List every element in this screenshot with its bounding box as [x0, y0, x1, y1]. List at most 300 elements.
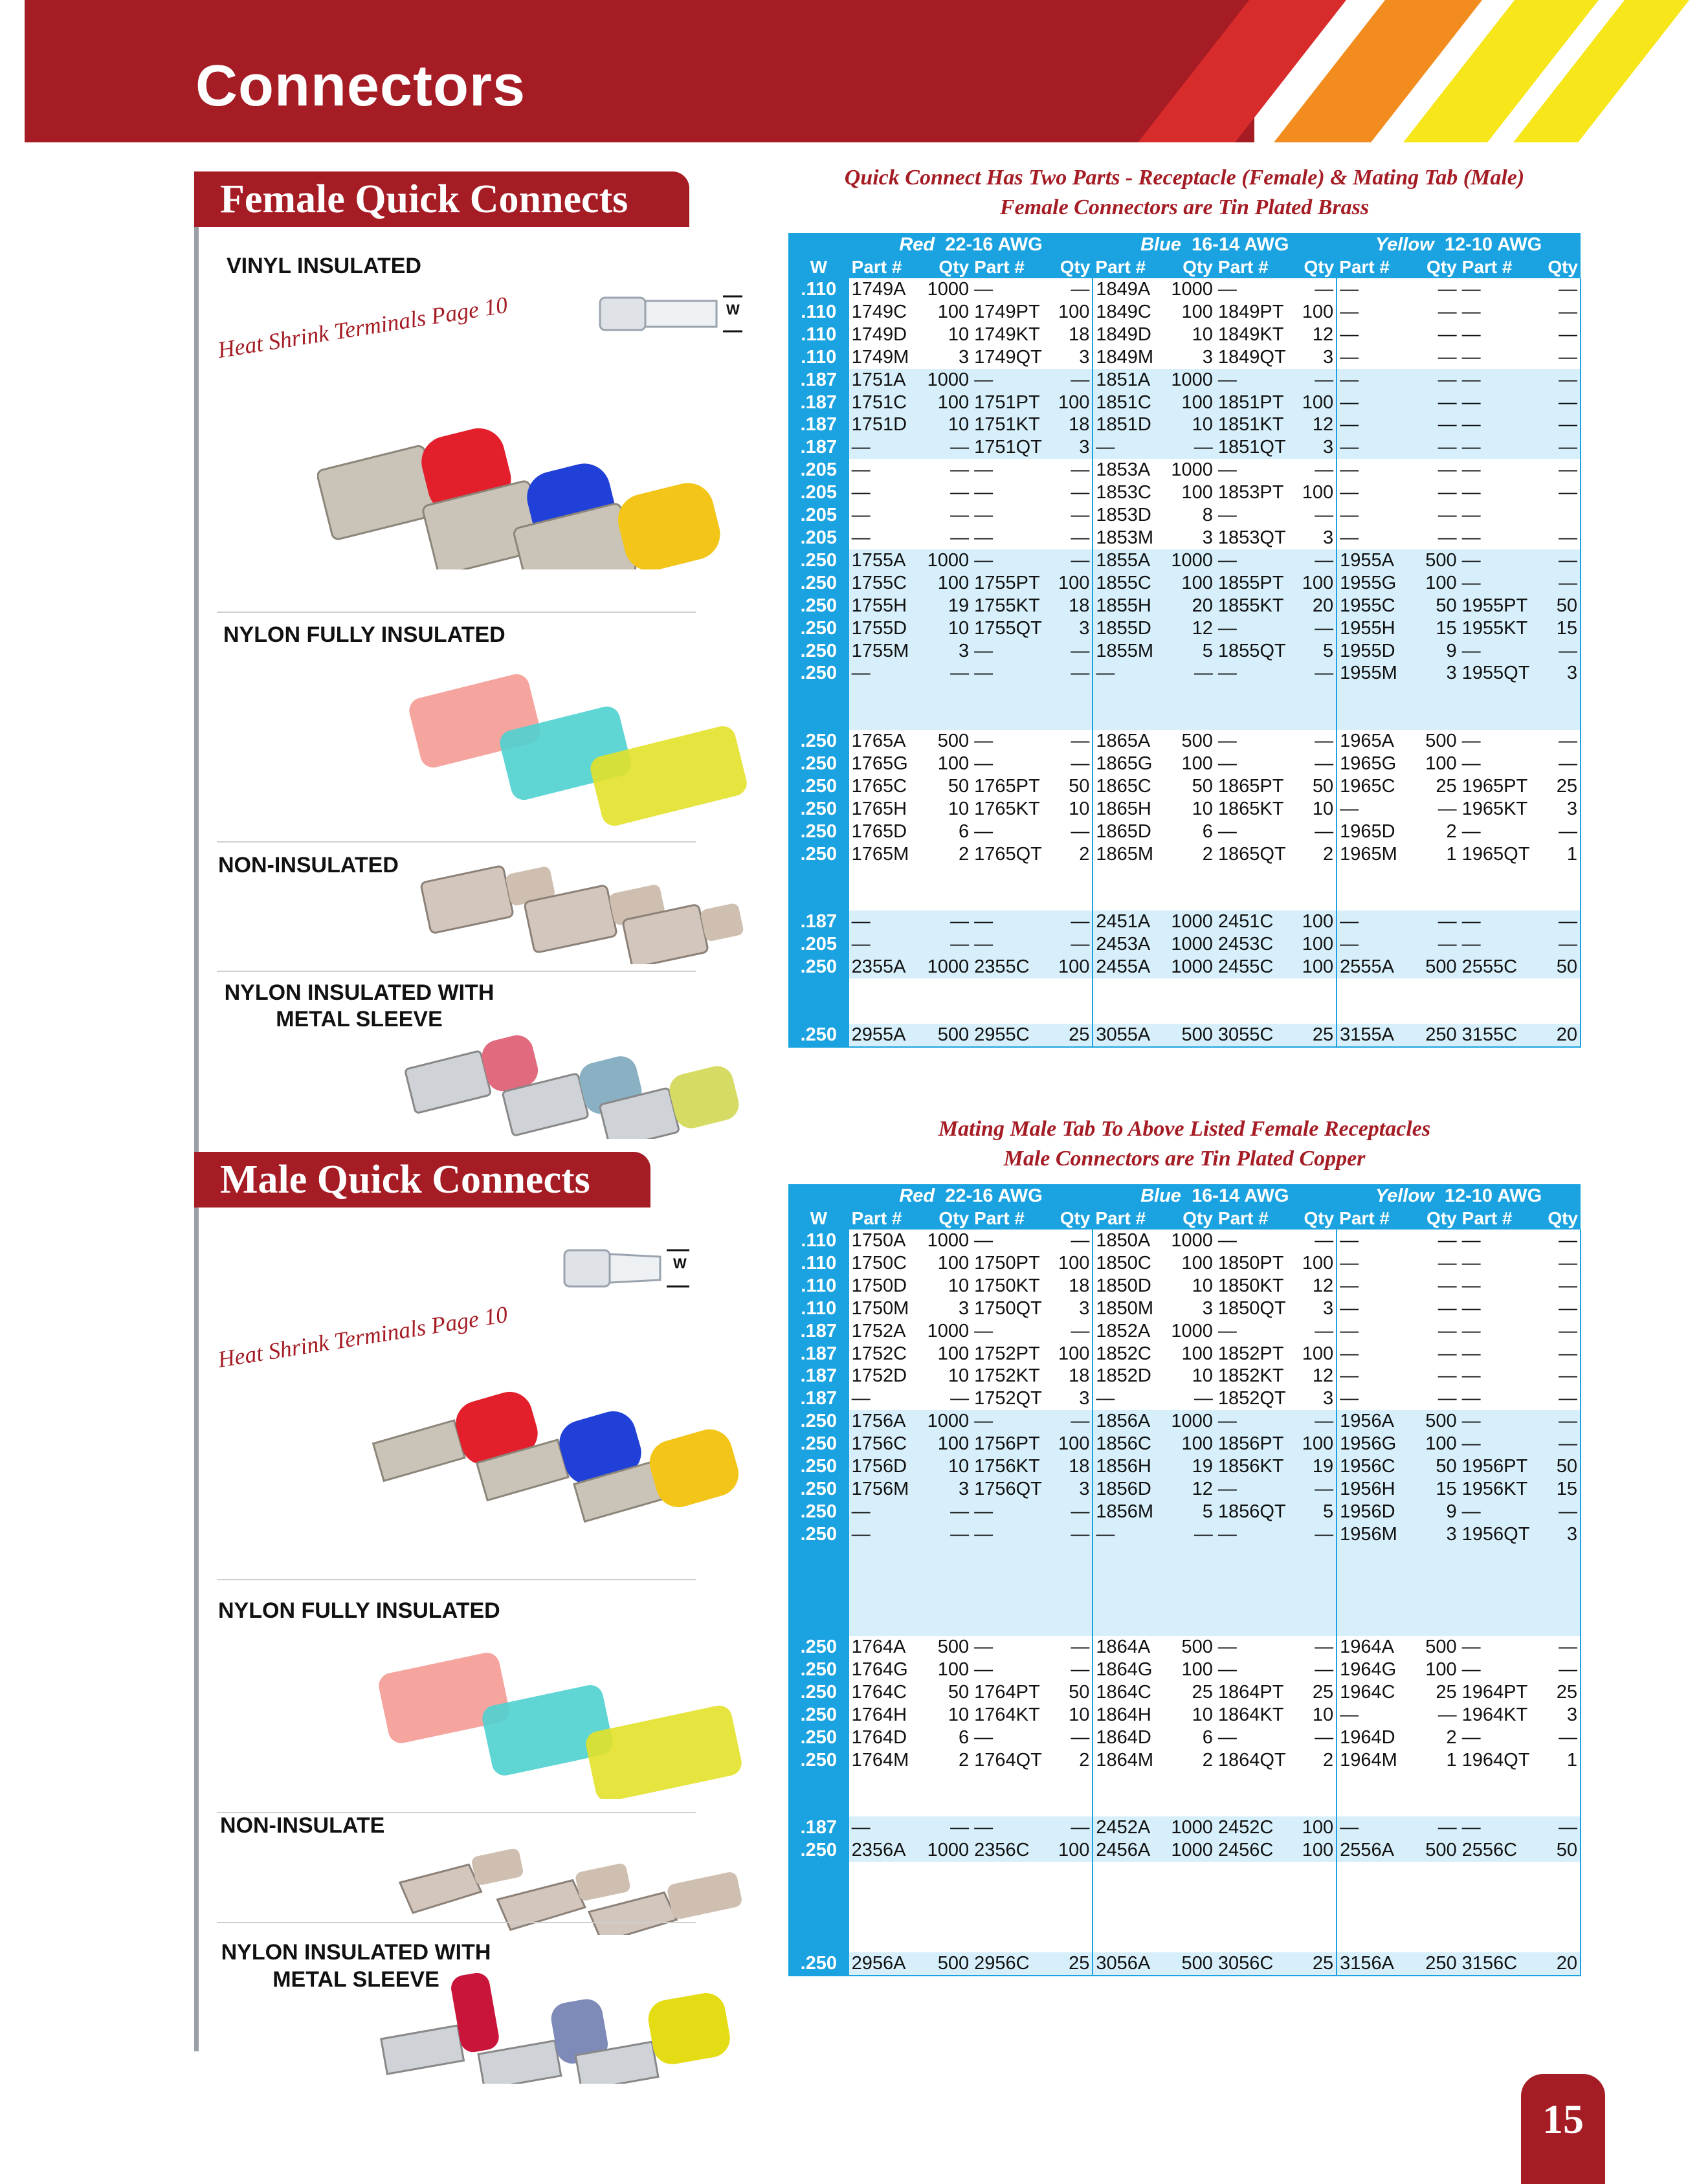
qty-cell: 100	[1296, 392, 1337, 414]
width-cell: .110	[788, 1252, 849, 1275]
qty-cell: —	[1315, 753, 1334, 774]
table-row	[788, 1410, 1581, 1433]
qty-cell: 100	[1052, 572, 1093, 595]
qty-cell: —	[1315, 731, 1334, 752]
qty-cell: 20	[1540, 1952, 1581, 1976]
part-number-cell: 1855C	[1093, 572, 1168, 595]
female-w-mark: W	[726, 302, 740, 318]
part-number-cell: —	[1337, 324, 1412, 346]
width-cell: .250	[788, 1433, 849, 1455]
female-red-group: Red 22-16 AWG	[849, 233, 1093, 256]
part-number-cell: 1852PT	[1217, 1343, 1284, 1364]
qty-cell: 18	[1069, 1275, 1090, 1296]
part-number-cell: —	[1217, 279, 1237, 300]
part-number-cell	[1093, 866, 1168, 888]
part-number-cell	[972, 1569, 1052, 1591]
qty-cell: 3	[1052, 1478, 1093, 1501]
part-number-cell: 1765G	[851, 753, 908, 774]
part-number-cell: 1755QT	[972, 617, 1052, 640]
qty-cell: 6	[1202, 821, 1213, 842]
qty-cell	[1052, 1907, 1093, 1930]
table-row	[788, 707, 1581, 730]
width-cell: .110	[788, 301, 849, 324]
part-number-cell	[1337, 707, 1412, 730]
female-sep-1	[217, 612, 696, 613]
part-number-cell	[972, 1001, 1052, 1024]
qty-cell: —	[1296, 369, 1337, 392]
part-number-cell: 1756D	[849, 1455, 924, 1478]
qty-cell	[1540, 1862, 1581, 1884]
qty-cell: 15	[1412, 617, 1460, 640]
qty-cell	[1168, 1772, 1216, 1794]
qty-cell	[1412, 1613, 1460, 1636]
qty-cell: —	[1071, 1230, 1090, 1251]
qty-cell: 1000	[1168, 933, 1216, 956]
part-number-cell: —	[974, 279, 994, 300]
part-number-cell: 3055C	[1216, 1024, 1296, 1047]
table-row	[788, 1252, 1581, 1275]
width-cell: .110	[788, 278, 849, 301]
male-w-mark: W	[673, 1255, 687, 1272]
part-number-cell	[1093, 1862, 1168, 1884]
qty-cell: 100	[1302, 1343, 1334, 1364]
female-note-2: Female Connectors are Tin Plated Brass	[999, 195, 1370, 219]
width-cell: .250	[788, 1501, 849, 1523]
qty-cell: 50	[1540, 1839, 1581, 1862]
qty-cell: 1000	[924, 1410, 972, 1433]
qty-cell: —	[1315, 505, 1334, 526]
part-number-cell: 1864M	[1093, 1749, 1168, 1772]
part-number-cell: —	[1217, 459, 1237, 481]
qty-cell: 10	[948, 324, 970, 345]
table-row	[788, 1816, 1581, 1839]
qty-cell: 10	[1192, 1365, 1213, 1387]
qty-cell	[1052, 1591, 1093, 1613]
qty-cell: 100	[1181, 482, 1213, 503]
qty-cell	[1412, 1884, 1460, 1907]
part-number-cell: 1849D	[1093, 324, 1168, 346]
qty-cell: 10	[1168, 414, 1216, 436]
qty-cell: 3	[1052, 617, 1093, 640]
part-number-cell: —	[1337, 346, 1412, 369]
part-number-cell: —	[972, 910, 1052, 933]
width-cell: .250	[788, 1523, 849, 1546]
qty-cell: 100	[1168, 392, 1216, 414]
table-row	[788, 1636, 1581, 1659]
qty-cell: 1000	[1168, 369, 1216, 392]
qty-cell: —	[1540, 1387, 1581, 1410]
qty-cell: —	[1071, 1659, 1090, 1681]
part-number-cell: —	[1337, 1816, 1412, 1839]
qty-cell: 100	[924, 392, 972, 414]
part-number-cell: —	[1337, 527, 1412, 549]
female-blue-group: Blue 16-14 AWG	[1093, 233, 1337, 256]
width-cell: .205	[788, 527, 849, 549]
qty-cell	[1540, 1794, 1581, 1817]
part-number-cell	[972, 685, 1052, 707]
part-number-cell	[849, 1884, 924, 1907]
qty-cell: —	[1438, 482, 1457, 503]
qty-cell: 10	[1192, 324, 1213, 345]
part-number-cell: 1850A	[1093, 1230, 1168, 1252]
qty-cell	[1412, 1001, 1460, 1024]
part-number-cell: —	[1337, 1704, 1412, 1726]
qty-cell: 25	[1436, 775, 1457, 797]
part-number-cell: 1765D	[851, 821, 907, 842]
part-number-cell: 1855PT	[1216, 572, 1296, 595]
part-number-cell: 1964PT	[1461, 1682, 1528, 1703]
female-sep-3	[217, 971, 696, 972]
qty-cell	[1412, 1546, 1460, 1569]
part-number-cell	[849, 685, 924, 707]
qty-cell	[1412, 866, 1460, 888]
width-cell: .250	[788, 821, 849, 843]
part-number-cell: 2453C	[1216, 933, 1296, 956]
width-cell: .250	[788, 753, 849, 775]
vinyl-female-connectors-image	[317, 395, 738, 569]
part-number-cell	[972, 707, 1052, 730]
qty-cell: 1000	[1168, 549, 1216, 572]
part-number-cell: 1755PT	[972, 572, 1052, 595]
qty-cell: 5	[1168, 1501, 1216, 1523]
qty-cell: 10	[948, 1704, 970, 1725]
part-number-cell: —	[851, 1388, 871, 1409]
qty-cell: —	[1540, 549, 1581, 572]
qty-cell	[1540, 504, 1581, 527]
width-cell: .250	[788, 1478, 849, 1501]
part-number-cell: 1856M	[1093, 1501, 1168, 1523]
qty-cell: 100	[1296, 1433, 1337, 1455]
qty-cell: 500	[924, 1952, 972, 1976]
part-number-cell: 1853QT	[1217, 527, 1286, 548]
qty-cell: 20	[1540, 1024, 1581, 1047]
table-row	[788, 1230, 1581, 1252]
qty-cell: 100	[937, 1343, 970, 1364]
qty-cell: 3	[1323, 527, 1334, 548]
width-cell: .187	[788, 910, 849, 933]
qty-cell: —	[1296, 1523, 1337, 1546]
part-number-cell: —	[1461, 346, 1481, 368]
part-number-cell: 1955D	[1337, 640, 1412, 663]
part-number-cell: 1964D	[1337, 1726, 1412, 1749]
part-number-cell: 1765H	[851, 798, 907, 819]
part-number-cell	[1337, 685, 1412, 707]
part-number-cell	[1216, 1907, 1296, 1930]
part-number-cell: 2451C	[1216, 910, 1296, 933]
width-cell: .250	[788, 1839, 849, 1862]
table-row	[788, 956, 1581, 978]
qty-cell	[1168, 1569, 1216, 1591]
width-cell	[788, 866, 849, 888]
table-row	[788, 662, 1581, 685]
width-cell: .110	[788, 324, 849, 346]
qty-cell	[1052, 978, 1093, 1001]
table-row	[788, 301, 1581, 324]
qty-cell	[1052, 1546, 1093, 1569]
part-number-cell: —	[972, 369, 1052, 392]
qty-cell: 18	[1052, 414, 1093, 436]
part-number-cell	[1337, 888, 1412, 910]
part-number-cell	[1460, 1794, 1540, 1817]
qty-cell: 100	[1296, 933, 1337, 956]
part-number-cell: 1752A	[851, 1320, 906, 1341]
part-number-cell: 1856D	[1093, 1478, 1168, 1501]
female-yellow-group: Yellow 12-10 AWG	[1337, 233, 1581, 256]
qty-cell	[924, 685, 972, 707]
part-number-cell: —	[1217, 505, 1237, 526]
width-cell: .250	[788, 956, 849, 978]
qty-cell: —	[1296, 662, 1337, 685]
part-number-cell: 1849C	[1093, 301, 1168, 324]
qty-cell: —	[1540, 481, 1581, 504]
qty-cell	[924, 1930, 972, 1952]
qty-cell: —	[1540, 821, 1581, 843]
qty-cell	[1052, 685, 1093, 707]
qty-cell: 1000	[1168, 956, 1216, 978]
part-number-cell: 1856C	[1093, 1433, 1168, 1455]
qty-cell: 100	[1296, 910, 1337, 933]
width-cell: .110	[788, 1230, 849, 1252]
qty-cell: 5	[1168, 640, 1216, 663]
qty-cell	[1168, 1794, 1216, 1817]
part-number-cell: 2355C	[972, 956, 1052, 978]
qty-cell: —	[1438, 1252, 1457, 1274]
qty-cell	[924, 1794, 972, 1817]
part-number-cell: 1856KT	[1216, 1455, 1296, 1478]
part-number-cell: —	[1461, 482, 1481, 503]
qty-cell: —	[1315, 1637, 1334, 1658]
part-number-cell	[1216, 1591, 1296, 1613]
qty-cell: 10	[924, 617, 972, 640]
qty-cell: 9	[1412, 640, 1460, 663]
width-cell: .110	[788, 346, 849, 369]
part-number-cell: 1851KT	[1216, 414, 1296, 436]
qty-cell	[924, 1862, 972, 1884]
part-number-cell: 1749KT	[974, 324, 1040, 345]
width-cell: .187	[788, 369, 849, 392]
part-number-cell: —	[1217, 731, 1237, 752]
part-number-cell: 1764H	[851, 1704, 907, 1725]
part-number-cell	[1216, 707, 1296, 730]
qty-cell: 500	[924, 1024, 972, 1047]
part-number-cell: 1764KT	[974, 1704, 1040, 1725]
qty-cell: 100	[937, 1252, 970, 1274]
qty-cell	[1168, 1591, 1216, 1613]
table-row	[788, 1659, 1581, 1681]
part-number-cell: 1856A	[1093, 1410, 1168, 1433]
part-number-cell: 2955C	[972, 1024, 1052, 1047]
part-number-cell: 1853C	[1093, 481, 1168, 504]
part-number-cell: —	[974, 1637, 994, 1658]
part-number-cell	[849, 1546, 924, 1569]
part-number-cell: —	[1461, 1320, 1481, 1341]
qty-cell: —	[1052, 1816, 1093, 1839]
part-number-cell	[972, 1884, 1052, 1907]
part-number-cell: —	[972, 640, 1052, 663]
part-number-cell: 3056C	[1216, 1952, 1296, 1976]
qty-cell: —	[1052, 1523, 1093, 1546]
qty-cell: —	[1315, 1230, 1334, 1251]
part-number-cell: 1956PT	[1460, 1455, 1540, 1478]
part-number-cell: —	[972, 549, 1052, 572]
cat-nylon-fully-insulated-male: NYLON FULLY INSULATED	[218, 1598, 500, 1623]
part-number-cell: 1750M	[851, 1297, 909, 1319]
part-number-cell: 1865C	[1093, 775, 1168, 798]
part-number-cell: —	[849, 436, 924, 459]
width-cell: .187	[788, 1816, 849, 1839]
qty-cell: —	[1438, 459, 1457, 481]
part-number-cell	[849, 1569, 924, 1591]
part-number-cell: 1956KT	[1460, 1478, 1540, 1501]
qty-cell: 5	[1296, 1501, 1337, 1523]
table-row	[788, 978, 1581, 1001]
qty-cell: 500	[937, 1637, 970, 1658]
part-number-cell	[849, 866, 924, 888]
part-number-cell	[1460, 1001, 1540, 1024]
table-row	[788, 843, 1581, 866]
qty-cell: 10	[948, 798, 970, 819]
part-number-cell: 1764G	[851, 1659, 908, 1681]
qty-cell: 3	[1202, 346, 1213, 368]
qty-cell: 1000	[1168, 910, 1216, 933]
qty-cell: 12	[1296, 414, 1337, 436]
qty-cell: 100	[1181, 1343, 1213, 1364]
part-number-cell: 1751KT	[972, 414, 1052, 436]
qty-cell: —	[1540, 1636, 1581, 1659]
qty-cell: 1000	[1168, 1816, 1216, 1839]
nylon-sleeve-female-connectors-image	[401, 997, 751, 1139]
part-number-cell: —	[1461, 1230, 1481, 1251]
qty-cell	[924, 707, 972, 730]
part-number-cell	[1337, 1001, 1412, 1024]
qty-cell: —	[1071, 1320, 1090, 1341]
part-number-cell: 1752D	[851, 1365, 907, 1387]
width-cell: .250	[788, 1726, 849, 1749]
qty-cell	[1052, 1794, 1093, 1817]
part-number-cell: 2555C	[1460, 956, 1540, 978]
qty-cell	[1296, 888, 1337, 910]
part-number-cell: —	[1461, 527, 1481, 548]
part-number-cell: —	[1460, 392, 1540, 414]
part-number-cell: —	[1460, 369, 1540, 392]
table-row	[788, 1523, 1581, 1546]
qty-cell: —	[1052, 640, 1093, 663]
part-number-cell: 2955A	[849, 1024, 924, 1047]
part-number-cell: —	[1216, 1478, 1296, 1501]
qty-cell	[1412, 1862, 1460, 1884]
qty-cell: 3	[1202, 1297, 1213, 1319]
part-number-cell: —	[1461, 324, 1481, 345]
qty-cell: —	[1071, 482, 1090, 503]
width-cell: .205	[788, 933, 849, 956]
part-number-cell: 1849PT	[1217, 301, 1284, 322]
qty-cell	[924, 1772, 972, 1794]
qty-cell	[1296, 1907, 1337, 1930]
qty-cell: —	[1540, 414, 1581, 436]
part-number-cell: —	[972, 1816, 1052, 1839]
part-number-cell: —	[1461, 753, 1481, 774]
width-cell	[788, 1794, 849, 1817]
qty-cell: 19	[1168, 1455, 1216, 1478]
qty-cell: —	[1540, 1275, 1581, 1297]
qty-cell: —	[1540, 1252, 1581, 1275]
qty-cell: 3	[1412, 1523, 1460, 1546]
part-number-cell: 3055A	[1093, 1024, 1168, 1047]
part-number-cell: 1856H	[1093, 1455, 1168, 1478]
qty-cell: 500	[1425, 731, 1457, 752]
qty-cell: 3	[958, 346, 970, 368]
qty-cell: 1000	[927, 279, 970, 300]
part-number-cell	[972, 978, 1052, 1001]
qty-cell: 1000	[927, 1320, 970, 1341]
table-row	[788, 1681, 1581, 1704]
qty-cell	[1540, 1772, 1581, 1794]
part-number-cell: 1865PT	[1217, 775, 1284, 797]
qty-cell: 50	[1069, 775, 1090, 797]
part-number-cell: —	[851, 505, 871, 526]
part-number-cell: 1956A	[1337, 1410, 1412, 1433]
qty-cell: —	[950, 505, 970, 526]
cat-non-insulate-male: NON-INSULATE	[220, 1813, 385, 1838]
part-number-cell: —	[1216, 662, 1296, 685]
qty-cell: 12	[1168, 1478, 1216, 1501]
qty-cell: 50	[1540, 595, 1581, 617]
qty-cell	[1412, 1591, 1460, 1613]
table-row	[788, 821, 1581, 843]
part-number-cell: 1850QT	[1217, 1297, 1286, 1319]
part-number-cell: 1749C	[851, 301, 907, 322]
part-number-cell	[1093, 1591, 1168, 1613]
part-number-cell: 1965M	[1337, 843, 1412, 866]
part-number-cell: 1764A	[851, 1637, 906, 1658]
qty-cell	[924, 1569, 972, 1591]
part-number-cell: —	[1461, 301, 1481, 322]
table-row	[788, 1387, 1581, 1410]
qty-cell: 20	[1168, 595, 1216, 617]
part-number-cell: 1855D	[1093, 617, 1168, 640]
part-number-cell	[972, 1794, 1052, 1817]
qty-cell	[1168, 1930, 1216, 1952]
part-number-cell	[972, 888, 1052, 910]
non-insulated-female-connectors-image	[417, 848, 748, 964]
part-number-cell	[849, 1001, 924, 1024]
part-number-cell: —	[1460, 1410, 1540, 1433]
part-number-cell: 1965PT	[1461, 775, 1528, 797]
qty-cell: —	[1315, 821, 1334, 842]
part-number-cell: —	[1460, 1816, 1540, 1839]
qty-cell: 100	[1302, 482, 1334, 503]
qty-cell: —	[924, 933, 972, 956]
cat-nylon-sleeve-male-1: NYLON INSULATED WITH	[221, 1940, 491, 1965]
part-number-cell: 1955PT	[1460, 595, 1540, 617]
qty-cell: —	[1315, 1726, 1334, 1748]
qty-cell: 100	[1296, 1816, 1337, 1839]
part-number-cell: 1764C	[851, 1682, 907, 1703]
qty-cell: 50	[948, 1682, 970, 1703]
part-number-cell: 1850KT	[1217, 1275, 1284, 1296]
qty-cell	[1168, 1001, 1216, 1024]
part-number-cell	[1337, 1794, 1412, 1817]
qty-cell: 2	[1446, 821, 1457, 842]
qty-cell: —	[1540, 1320, 1581, 1343]
part-number-cell: 1852A	[1093, 1320, 1168, 1343]
qty-cell: —	[1412, 414, 1460, 436]
qty-cell: 18	[1069, 1365, 1090, 1387]
part-number-cell	[1337, 866, 1412, 888]
qty-cell: —	[1540, 730, 1581, 753]
part-number-cell: 1865A	[1093, 730, 1168, 753]
part-number-cell: 2956A	[849, 1952, 924, 1976]
